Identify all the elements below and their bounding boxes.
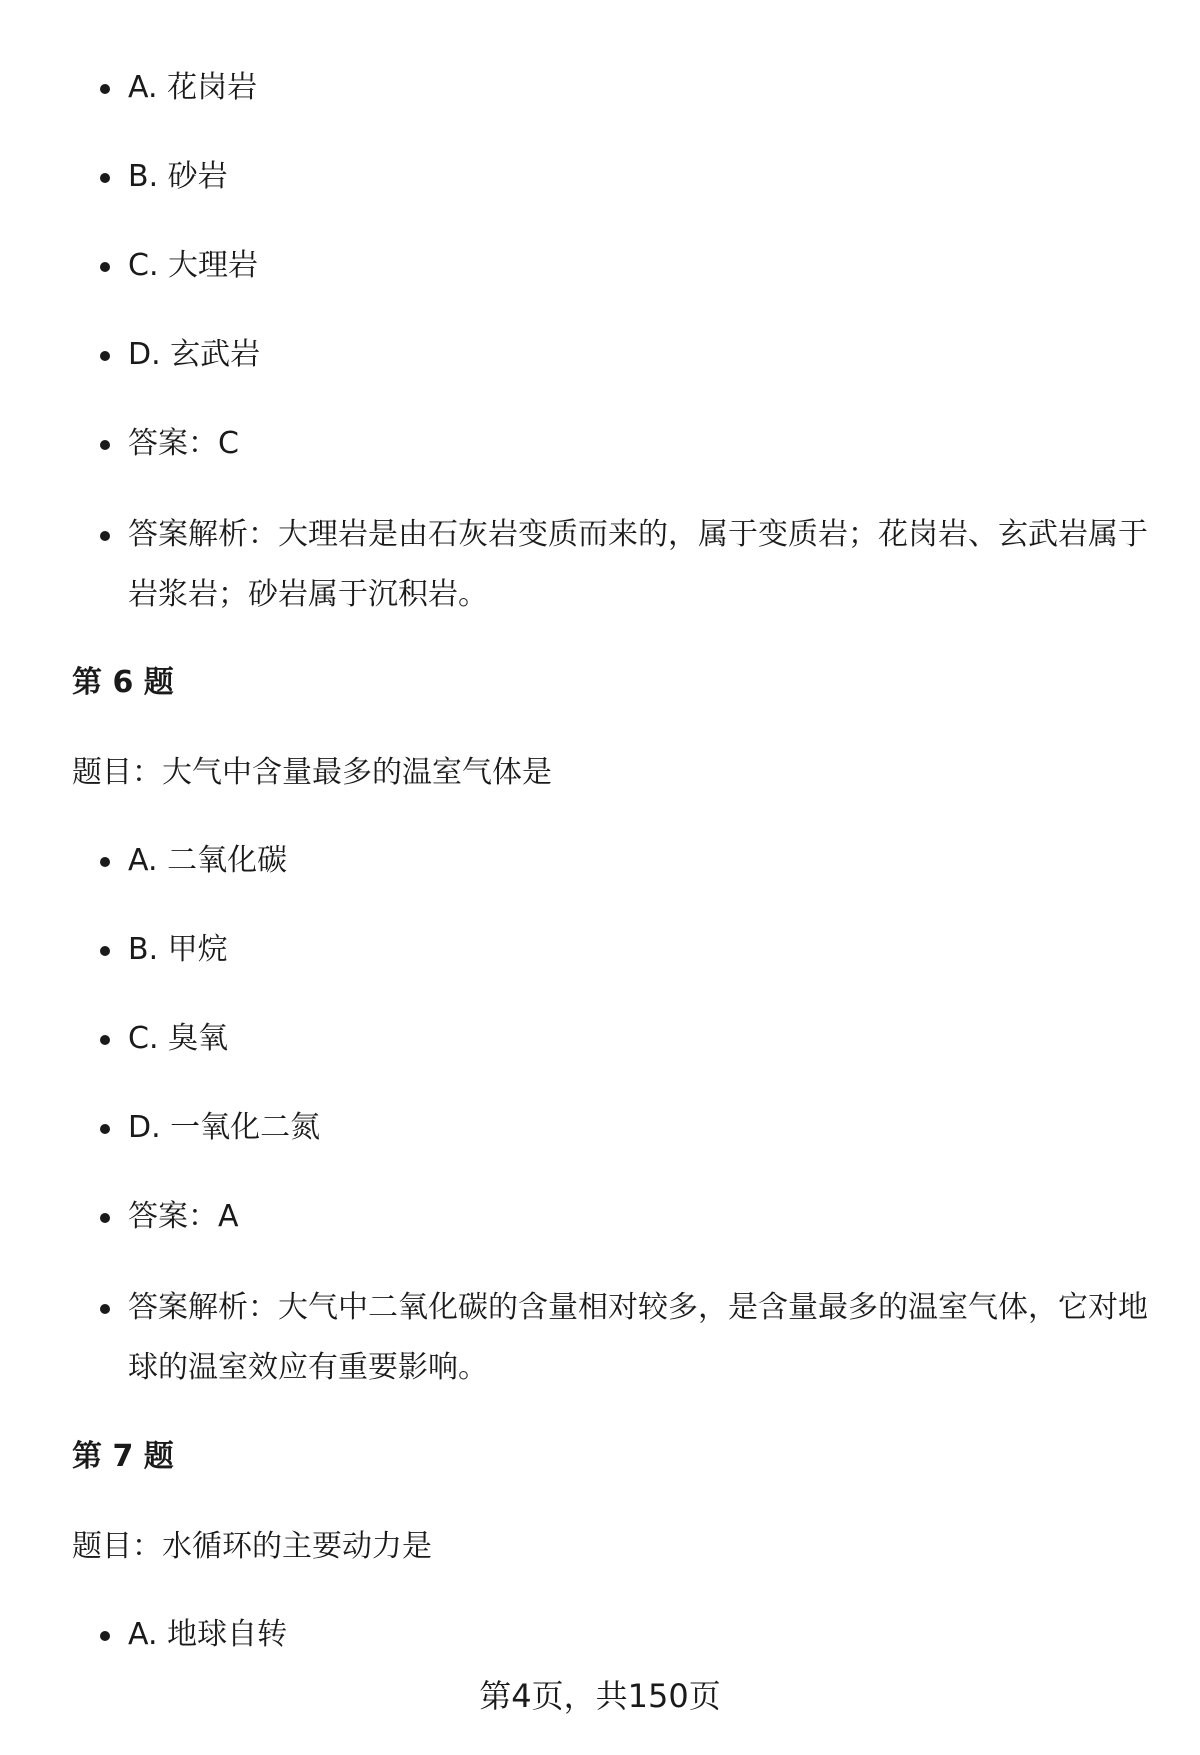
page-footer: 第4页，共150页 bbox=[479, 1677, 721, 1715]
q7-title: 第 7 题 bbox=[72, 1439, 174, 1474]
q5-option-d: D. 玄武岩 bbox=[128, 325, 1148, 385]
q6-option-a: A. 二氧化碳 bbox=[128, 831, 1148, 891]
q5-option-b: B. 砂岩 bbox=[128, 147, 1148, 207]
q6-explanation: 答案解析：大气中二氧化碳的含量相对较多，是含量最多的温室气体，它对地球的温室效应有重要影响。 bbox=[128, 1278, 1148, 1398]
q6-question: 题目：大气中含量最多的温室气体是 bbox=[72, 755, 552, 790]
q6-option-d: D. 一氧化二氮 bbox=[128, 1098, 1148, 1158]
q5-option-a: A. 花岗岩 bbox=[128, 58, 1148, 118]
q5-answer: 答案：C bbox=[128, 414, 1148, 474]
q5-option-c: C. 大理岩 bbox=[128, 236, 1148, 296]
q6-option-b: B. 甲烷 bbox=[128, 920, 1148, 980]
q6-answer: 答案：A bbox=[128, 1187, 1148, 1247]
q6-option-c: C. 臭氧 bbox=[128, 1009, 1148, 1069]
q6-title: 第 6 题 bbox=[72, 665, 174, 700]
q5-explanation: 答案解析：大理岩是由石灰岩变质而来的，属于变质岩；花岗岩、玄武岩属于岩浆岩；砂岩属于沉积岩。 bbox=[128, 505, 1148, 625]
q7-question: 题目：水循环的主要动力是 bbox=[72, 1529, 432, 1564]
q7-option-a: A. 地球自转 bbox=[128, 1605, 1148, 1665]
